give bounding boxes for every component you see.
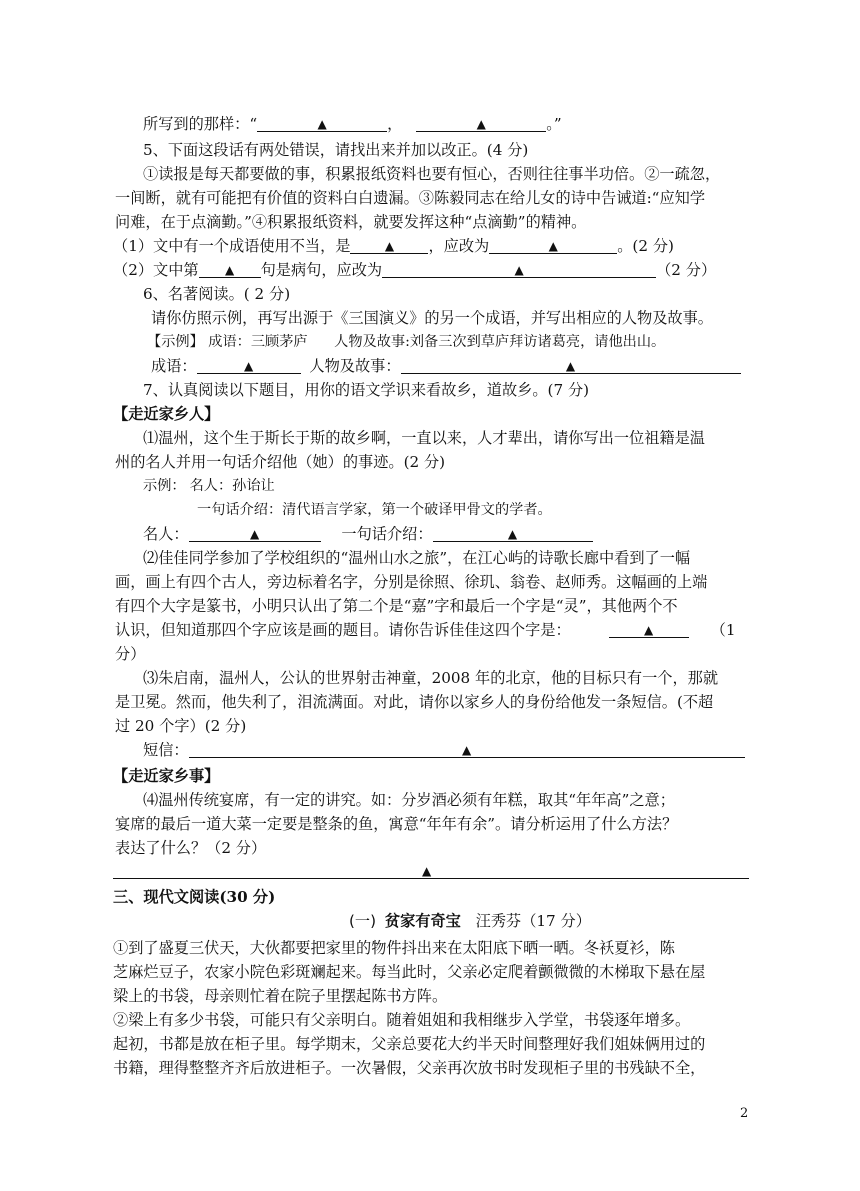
q4-tail-line: [143, 114, 562, 134]
q5-sub1-text: 。(2 分): [617, 237, 674, 255]
q7-title-blank[interactable]: [609, 620, 689, 638]
q5-sub2-blank-2[interactable]: [382, 260, 656, 278]
blank-triangle-icon: ▲: [548, 239, 558, 253]
q7-p1-line: 州的名人并用一句话介绍他（她）的事迹。(2 分): [115, 453, 446, 471]
article-number: (一): [349, 912, 377, 930]
q5-sub1-text: ，应改为: [428, 237, 490, 255]
q4-blank-1[interactable]: [257, 114, 387, 132]
q7-stem: 7、认真阅读以下题目，用你的语文学识来看故乡，道故乡。(7 分): [143, 381, 590, 399]
article-author: 汪秀芬（17 分）: [475, 912, 591, 930]
q4-tail-suffix: 。”: [546, 115, 562, 133]
q7-p3-line: 过 20 个字）(2 分): [115, 717, 247, 735]
blank-triangle-icon: ▲: [514, 263, 524, 277]
q7-p2-line: ⑵佳佳同学参加了学校组织的“温州山水之旅”，在江心屿的诗歌长廊中看到了一幅: [143, 549, 691, 567]
q6-example-idiom: 成语：三顾茅庐: [208, 334, 308, 350]
q7-p2-line: 画，画上有四个古人，旁边标着名字，分别是徐照、徐玑、翁卷、赵师秀。这幅画的上端: [115, 573, 708, 591]
q6-example-tag: 【示例】: [147, 334, 204, 350]
blank-triangle-icon: ▲: [565, 359, 576, 373]
q5-sub2-text: （2 分）: [656, 261, 717, 279]
q6-answer-story-label: 人物及故事：: [309, 357, 401, 375]
article-para-line: ①到了盛夏三伏天，大伙都要把家里的物件抖出来在太阳底下晒一晒。冬袄夏衫，陈: [113, 939, 675, 957]
q7-p2-line: [115, 620, 735, 640]
section-heading-people: 【走近家乡人】: [113, 405, 220, 423]
q7-p4-line: ⑷温州传统宴席，有一定的讲究。如：分岁酒必须有年糕，取其“年年高”之意；: [143, 791, 675, 809]
q4-tail-comma: ，: [387, 115, 403, 133]
q7-sms-label: 短信：: [143, 741, 189, 759]
q7-p4-line: 表达了什么？（2 分）: [115, 839, 267, 857]
q5-sub1-text: （1）文中有一个成语使用不当，是: [113, 237, 351, 255]
q7-example-label: 示例：: [143, 478, 186, 494]
q4-tail-prefix: 所写到的那样：“: [143, 115, 258, 133]
q6-example: [147, 332, 665, 352]
q7-intro-blank[interactable]: [433, 524, 593, 542]
q7-example: [143, 476, 275, 496]
article-title-line: [349, 911, 591, 931]
q5-sub2-blank-1[interactable]: [199, 260, 261, 278]
q5-sub1-blank-1[interactable]: [350, 236, 428, 254]
q7-answer-name-label: 名人：: [143, 525, 189, 543]
q6-answer-idiom-label: 成语：: [151, 357, 197, 375]
q4-blank-2[interactable]: [416, 114, 546, 132]
q6-stem: 6、名著阅读。( 2 分): [143, 285, 291, 303]
article-para-line: 梁上的书袋，母亲则忙着在院子里摆起陈书方阵。: [113, 987, 448, 1005]
q7-answer-intro-label: 一句话介绍：: [341, 525, 433, 543]
q6-idiom-blank[interactable]: [197, 356, 301, 374]
q6-story-blank[interactable]: [401, 356, 741, 374]
q7-answer: [143, 524, 593, 544]
q5-sub1-blank-2[interactable]: [489, 236, 617, 254]
q5-stem: 5、下面这段话有两处错误，请找出来并加以改正。(4 分): [143, 141, 529, 159]
blank-triangle-icon: ▲: [422, 864, 432, 878]
q5-sub2-text: 句是病句，应改为: [260, 261, 383, 279]
blank-triangle-icon: ▲: [249, 527, 260, 541]
q6-answer: [151, 356, 741, 376]
q7-sms: [143, 740, 745, 760]
q5-passage-line: 一间断，就有可能把有价值的资料白白遗漏。③陈毅同志在给儿女的诗中告诫道:“应知学: [115, 189, 706, 207]
q5-sub1: [113, 236, 674, 256]
q7-p1-line: ⑴温州，这个生于斯长于斯的故乡啊，一直以来，人才辈出，请你写出一位祖籍是温: [143, 429, 705, 447]
blank-triangle-icon: ▲: [224, 263, 235, 277]
blank-triangle-icon: ▲: [461, 743, 472, 757]
q7-p3-line: 是卫冕。然而，他失利了，泪流满面。对此，请你以家乡人的身份给他发一条短信。(不超: [115, 693, 714, 711]
q7-p2-score: （1: [710, 621, 736, 639]
q5-passage-line: 问难，在于点滴勤。”④积累报纸资料，就要发挥这种“点滴勤”的精神。: [115, 213, 587, 231]
article-para-line: ②梁上有多少书袋，可能只有父亲明白。随着姐姐和我相继步入学堂，书袋逐年增多。: [113, 1011, 691, 1029]
q7-p2-line: 有四个大字是篆书，小明只认出了第二个是“嘉”字和最后一个字是“灵”，其他两个不: [115, 597, 678, 615]
q7-sms-blank[interactable]: [189, 740, 745, 758]
article-title: 贫家有奇宝: [384, 912, 461, 930]
q5-sub2-text: （2）文中第: [113, 261, 199, 279]
q6-example-story: 人物及故事:刘备三次到草庐拜访诸葛亮，请他出山。: [334, 334, 666, 350]
part3-heading: 三、现代文阅读(30 分): [113, 888, 276, 906]
page-number: 2: [740, 1106, 749, 1121]
blank-triangle-icon: ▲: [384, 239, 395, 253]
q5-sub2: [113, 260, 716, 280]
article-para-line: 起初，书都是放在柜子里。每学期末，父亲总要花大约半天时间整理好我们姐妹俩用过的: [113, 1035, 706, 1053]
blank-triangle-icon: ▲: [243, 359, 254, 373]
article-para-line: 书籍，理得整整齐齐后放进柜子。一次暑假，父亲再次放书时发现柜子里的书残缺不全，: [113, 1059, 706, 1077]
q7-example-intro: 一句话介绍：清代语言学家，第一个破译甲骨文的学者。: [197, 502, 552, 518]
blank-triangle-icon: ▲: [317, 117, 327, 131]
section-heading-events: 【走近家乡事】: [113, 767, 220, 785]
q6-instruction: 请你仿照示例，再写出源于《三国演义》的另一个成语，并写出相应的人物及故事。: [151, 309, 713, 327]
q7-name-blank[interactable]: [189, 524, 321, 542]
q7-example-name: 名人：孙诒让: [189, 478, 275, 494]
q7-p4-line: 宴席的最后一道大菜一定要是整条的鱼，寓意“年年有余”。请分析运用了什么方法？: [115, 815, 678, 833]
q7-p4-answer-line[interactable]: [113, 878, 749, 879]
blank-triangle-icon: ▲: [476, 117, 486, 131]
blank-triangle-icon: ▲: [644, 623, 654, 637]
article-para-line: 芝麻烂豆子，农家小院色彩斑斓起来。每当此时，父亲必定爬着颤微微的木梯取下悬在屋: [113, 963, 706, 981]
blank-triangle-icon: ▲: [507, 527, 518, 541]
q5-passage-line: ①读报是每天都要做的事，积累报纸资料也要有恒心，否则往往事半功倍。②一疏忽，: [143, 165, 721, 183]
q7-p2-score-tail: 分）: [115, 645, 146, 663]
q7-p3-line: ⑶朱启南，温州人，公认的世界射击神童，2008 年的北京，他的目标只有一个，那就: [143, 669, 719, 687]
q7-p2-text: 认识，但知道那四个字应该是画的题目。请你告诉佳佳这四个字是：: [115, 621, 571, 639]
